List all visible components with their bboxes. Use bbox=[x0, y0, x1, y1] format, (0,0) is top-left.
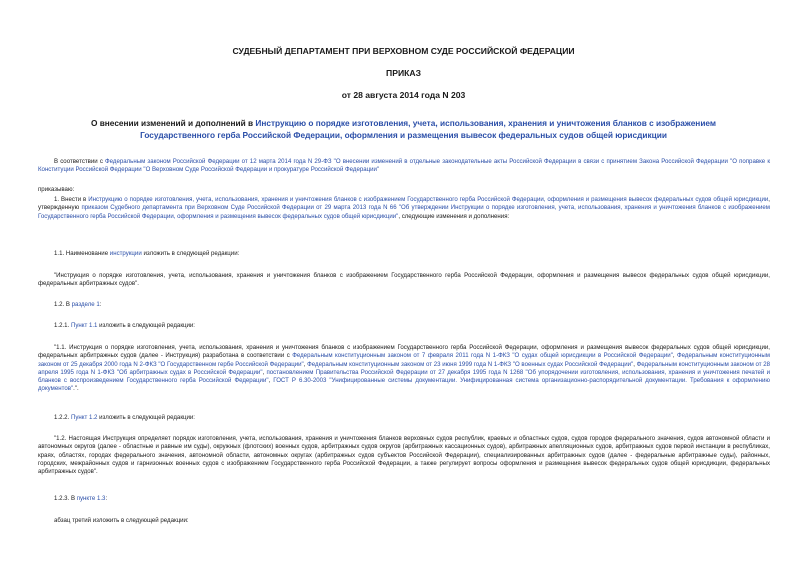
federal-law-link[interactable]: Федеральным законом Российской Федерации от 12 марта 2014 года N 29-ФЗ "О внесении изменений в отдельные законодательные акты Российской Федерации в связи с принятием Закона Российской Федерации "О поправке к Конституции Российской Федерации "О Верховном Суде Российской Федерации и прокуратуре Российской Федерации" bbox=[38, 158, 770, 174]
point-1-1-link[interactable]: Пункт 1.1 bbox=[70, 322, 98, 329]
instruction-link[interactable]: Инструкцию о порядке изготовления, учета, использования, хранения и уничтожения бланков с изображением Государственного герба Российской Федерации, оформления и размещения вывесок федеральных судов общей юрисдикции bbox=[88, 196, 769, 203]
text: : bbox=[99, 301, 102, 308]
fkz-arbitration-courts-link[interactable]: Федеральным конституционным законом от 28 апреля 1995 года N 1-ФКЗ "Об арбитражных судах в Российской Федерации" bbox=[38, 360, 771, 376]
instruction-link[interactable]: Инструкцию о порядке изготовления, учета, использования, хранения и уничтожения бланков с изображением Государственного герба Российской Федерации, оформления и размещения вывесок федеральных судов общей юрисдикции bbox=[140, 118, 717, 140]
order-66-link[interactable]: приказом Судебного департамента при Верховном Суде Российской Федерации от 29 марта 2013 года N 66 "Об утверждении Инструкции о порядке изготовления, учета, использования, хранения и уничтожения бланков с изображением Государственного герба Российской Федерации, оформления и размещения вывесок федеральных судов общей юрисдикции" bbox=[38, 204, 770, 220]
text: , следующие изменения и дополнения: bbox=[398, 212, 510, 220]
text: 1.2.2. bbox=[54, 414, 71, 421]
paragraph-1-2-2 bbox=[38, 414, 770, 422]
text: , bbox=[672, 352, 678, 360]
text: : bbox=[105, 495, 108, 502]
paragraph-1-2-3 bbox=[38, 495, 770, 503]
paragraph-1-2 bbox=[38, 301, 770, 309]
text: 1.2. В bbox=[54, 301, 72, 308]
paragraph-abzac bbox=[38, 517, 770, 525]
paragraph-quote-name bbox=[38, 272, 770, 289]
text: 1.1. Наименование bbox=[54, 250, 110, 257]
text: , bbox=[303, 360, 308, 368]
text: "Инструкция о порядке изготовления, учета, использования, хранения и уничтожения бланков с изображением Государственного герба Российской Федерации, оформления и размещения вывесок федеральных судов общей юрисдикции, федеральных арбитражных судов". bbox=[38, 272, 770, 288]
text: , утвержденную bbox=[38, 196, 770, 212]
title-text: О внесении изменений и дополнений в bbox=[90, 118, 256, 128]
department-heading: СУДЕБНЫЙ ДЕПАРТАМЕНТ ПРИ ВЕРХОВНОМ СУДЕ РОССИЙСКОЙ ФЕДЕРАЦИИ bbox=[232, 46, 575, 56]
text: 1.2.3. В bbox=[54, 495, 77, 502]
text: В соответствии с bbox=[54, 158, 106, 165]
paragraph-1-1 bbox=[38, 250, 770, 258]
resolution-1268-link[interactable]: постановлением Правительства Российской Федерации от 27 декабря 1995 года N 1268 "Об упорядочении изготовления, использования, хранения и уничтожения печатей и бланков с воспроизведением Государственного герба Российской Федерации" bbox=[38, 368, 770, 385]
text: изложить в следующей редакции: bbox=[141, 250, 240, 257]
text: абзац третий изложить в следующей редакции: bbox=[54, 517, 189, 524]
paragraph-1-2-1 bbox=[38, 322, 770, 330]
text: "1.2. Настоящая Инструкция определяет порядок изготовления, учета, использования, хранения и уничтожения бланков верховных судов республик, краевых и областных судов, судов городов федерального значения, судов автономной области и автономных округов (далее - областные и равные им суды), окружных (флотских) военных судов, арбитражных судов округов (арбитражных кассационных судов), арбитражных апелляционных судов, арбитражных судов первой инстанции в республиках, краях, областях, городах федерального значения, автономной области, автономных округах (арбитражных судов субъектов Российской Федерации), специализированных арбитражных судов (далее - федеральные арбитражные суды), районных, городских, межрайонных судов и гарнизонных военных судов с изображением Государственного герба Российской Федерации, а также регулирует вопросы оформления и размещения вывесок федеральных судов общей юрисдикции, федеральных арбитражных судов". bbox=[38, 435, 770, 476]
date-number-heading: от 28 августа 2014 года N 203 bbox=[341, 90, 466, 100]
text: , bbox=[633, 360, 637, 368]
text: "1.1. Инструкция о порядке изготовления, учета, использования, хранения и уничтожения бланков с изображением Государственного герба Российской Федерации, оформления и размещения вывесок федеральных судов общей юрисдикции, федеральных арбитражных судов (далее - Инструкция) разработана в соответствии с bbox=[38, 344, 770, 360]
paragraph-order bbox=[38, 186, 770, 194]
fkz-military-courts-link[interactable]: Федеральным конституционным законом от 23 июня 1999 года N 1-ФКЗ "О военных судах Российской Федерации" bbox=[307, 360, 634, 368]
fkz-coat-of-arms-link[interactable]: Федеральным конституционным законом от 25 декабря 2000 года N 2-ФКЗ "О Государственном гербе Российской Федерации" bbox=[38, 352, 770, 368]
paragraph-preamble bbox=[38, 158, 770, 175]
text: , bbox=[262, 368, 267, 376]
paragraph-quote-1-1 bbox=[38, 344, 770, 394]
section-1-link[interactable]: разделе 1 bbox=[71, 301, 100, 308]
doc-type-heading: ПРИКАЗ bbox=[386, 68, 421, 78]
point-1-2-link[interactable]: Пункт 1.2 bbox=[70, 414, 98, 421]
paragraph-quote-1-2 bbox=[38, 435, 770, 476]
text: , bbox=[268, 377, 274, 385]
order-title bbox=[60, 117, 747, 141]
text: 1.2.1. bbox=[54, 322, 71, 329]
fkz-courts-link[interactable]: Федеральным конституционным законом от 7 февраля 2011 года N 1-ФКЗ "О судах общей юрисдикции в Российской Федерации" bbox=[292, 352, 673, 360]
text: изложить в следующей редакции: bbox=[97, 414, 195, 421]
text: .". bbox=[73, 385, 79, 393]
paragraph-1 bbox=[38, 196, 770, 221]
text: изложить в следующей редакции: bbox=[97, 322, 195, 329]
text: 1. Внести в bbox=[54, 196, 89, 203]
instruction-name-link[interactable]: инструкции bbox=[109, 250, 142, 257]
text: приказываю: bbox=[38, 186, 75, 193]
point-1-3-link[interactable]: пункте 1.3 bbox=[76, 495, 106, 502]
gost-link[interactable]: ГОСТ Р 6.30-2003 "Унифицированные системы документации. Унифицированная система организационно-распорядительной документации. Требования к оформлению документов" bbox=[38, 377, 770, 393]
